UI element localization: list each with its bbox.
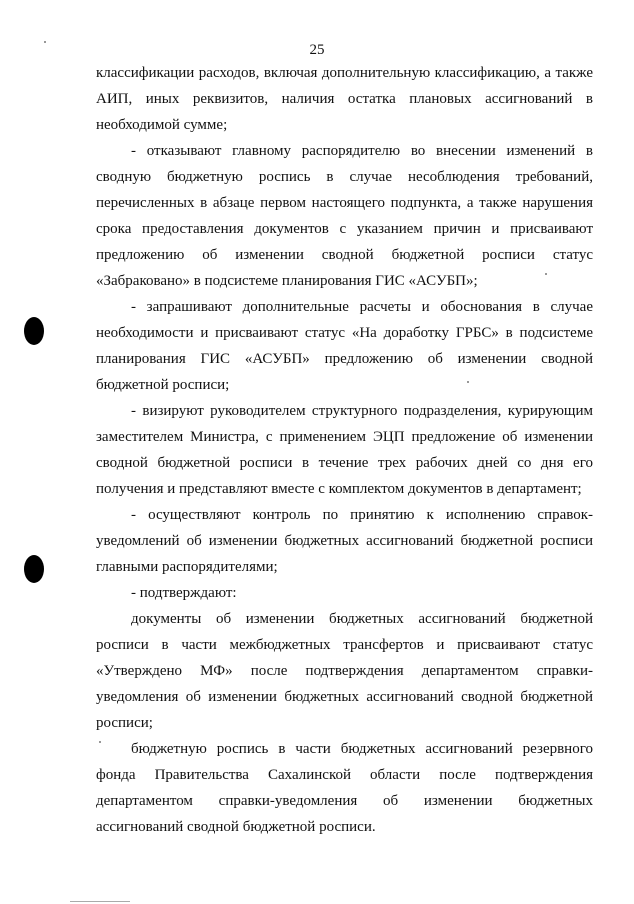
page-number: 25 — [309, 42, 325, 58]
paragraph: - запрашивают дополнительные расчеты и обоснования в случае необходимости и присваивают статус «На доработку ГРБС» в подсистеме планирования ГИС «АСУБП» предложению об изменении сводной бюджетной росписи; — [96, 299, 593, 393]
paragraph: классификации расходов, включая дополнительную классификацию, а также АИП, иных реквизитов, наличия остатка плановых ассигнований в необходимой сумме; — [96, 65, 593, 133]
paragraph: документы об изменении бюджетных ассигнований бюджетной росписи в части межбюджетных трансфертов и присваивают статус «Утверждено МФ» после подтверждения департаментом справки-уведомления об изменении бюджетных ассигнований сводной бюджетной росписи; — [96, 611, 593, 731]
scan-edge-line — [70, 901, 130, 902]
document-body — [96, 60, 593, 840]
paragraph: - визируют руководителем структурного подразделения, курирующим заместителем Министра, с применением ЭЦП предложение об изменении сводной бюджетной росписи в течение трех рабочих дней со дня его получения и представляют вместе с комплектом документов в департамент; — [96, 403, 593, 497]
paragraph: - осуществляют контроль по принятию к исполнению справок-уведомлений об изменении бюджетных ассигнований бюджетной росписи главными распорядителями; — [96, 507, 593, 575]
punch-hole-bottom — [24, 555, 44, 583]
punch-hole-top — [24, 317, 44, 345]
paragraph: - отказывают главному распорядителю во внесении изменений в сводную бюджетную роспись в случае несоблюдения требований, перечисленных в абзаце первом настоящего подпункта, а также нарушения срока предоставления документов с указанием причин и присваивают предложению об изменении сводной бюджетной росписи статус «Забраковано» в подсистеме планирования ГИС «АСУБП»; — [96, 143, 593, 289]
paragraph: - подтверждают: — [131, 585, 237, 601]
paragraph: бюджетную роспись в части бюджетных ассигнований резервного фонда Правительства Сахалинской области после подтверждения департаментом справки-уведомления об изменении бюджетных ассигнований сводной бюджетной росписи. — [96, 741, 593, 835]
